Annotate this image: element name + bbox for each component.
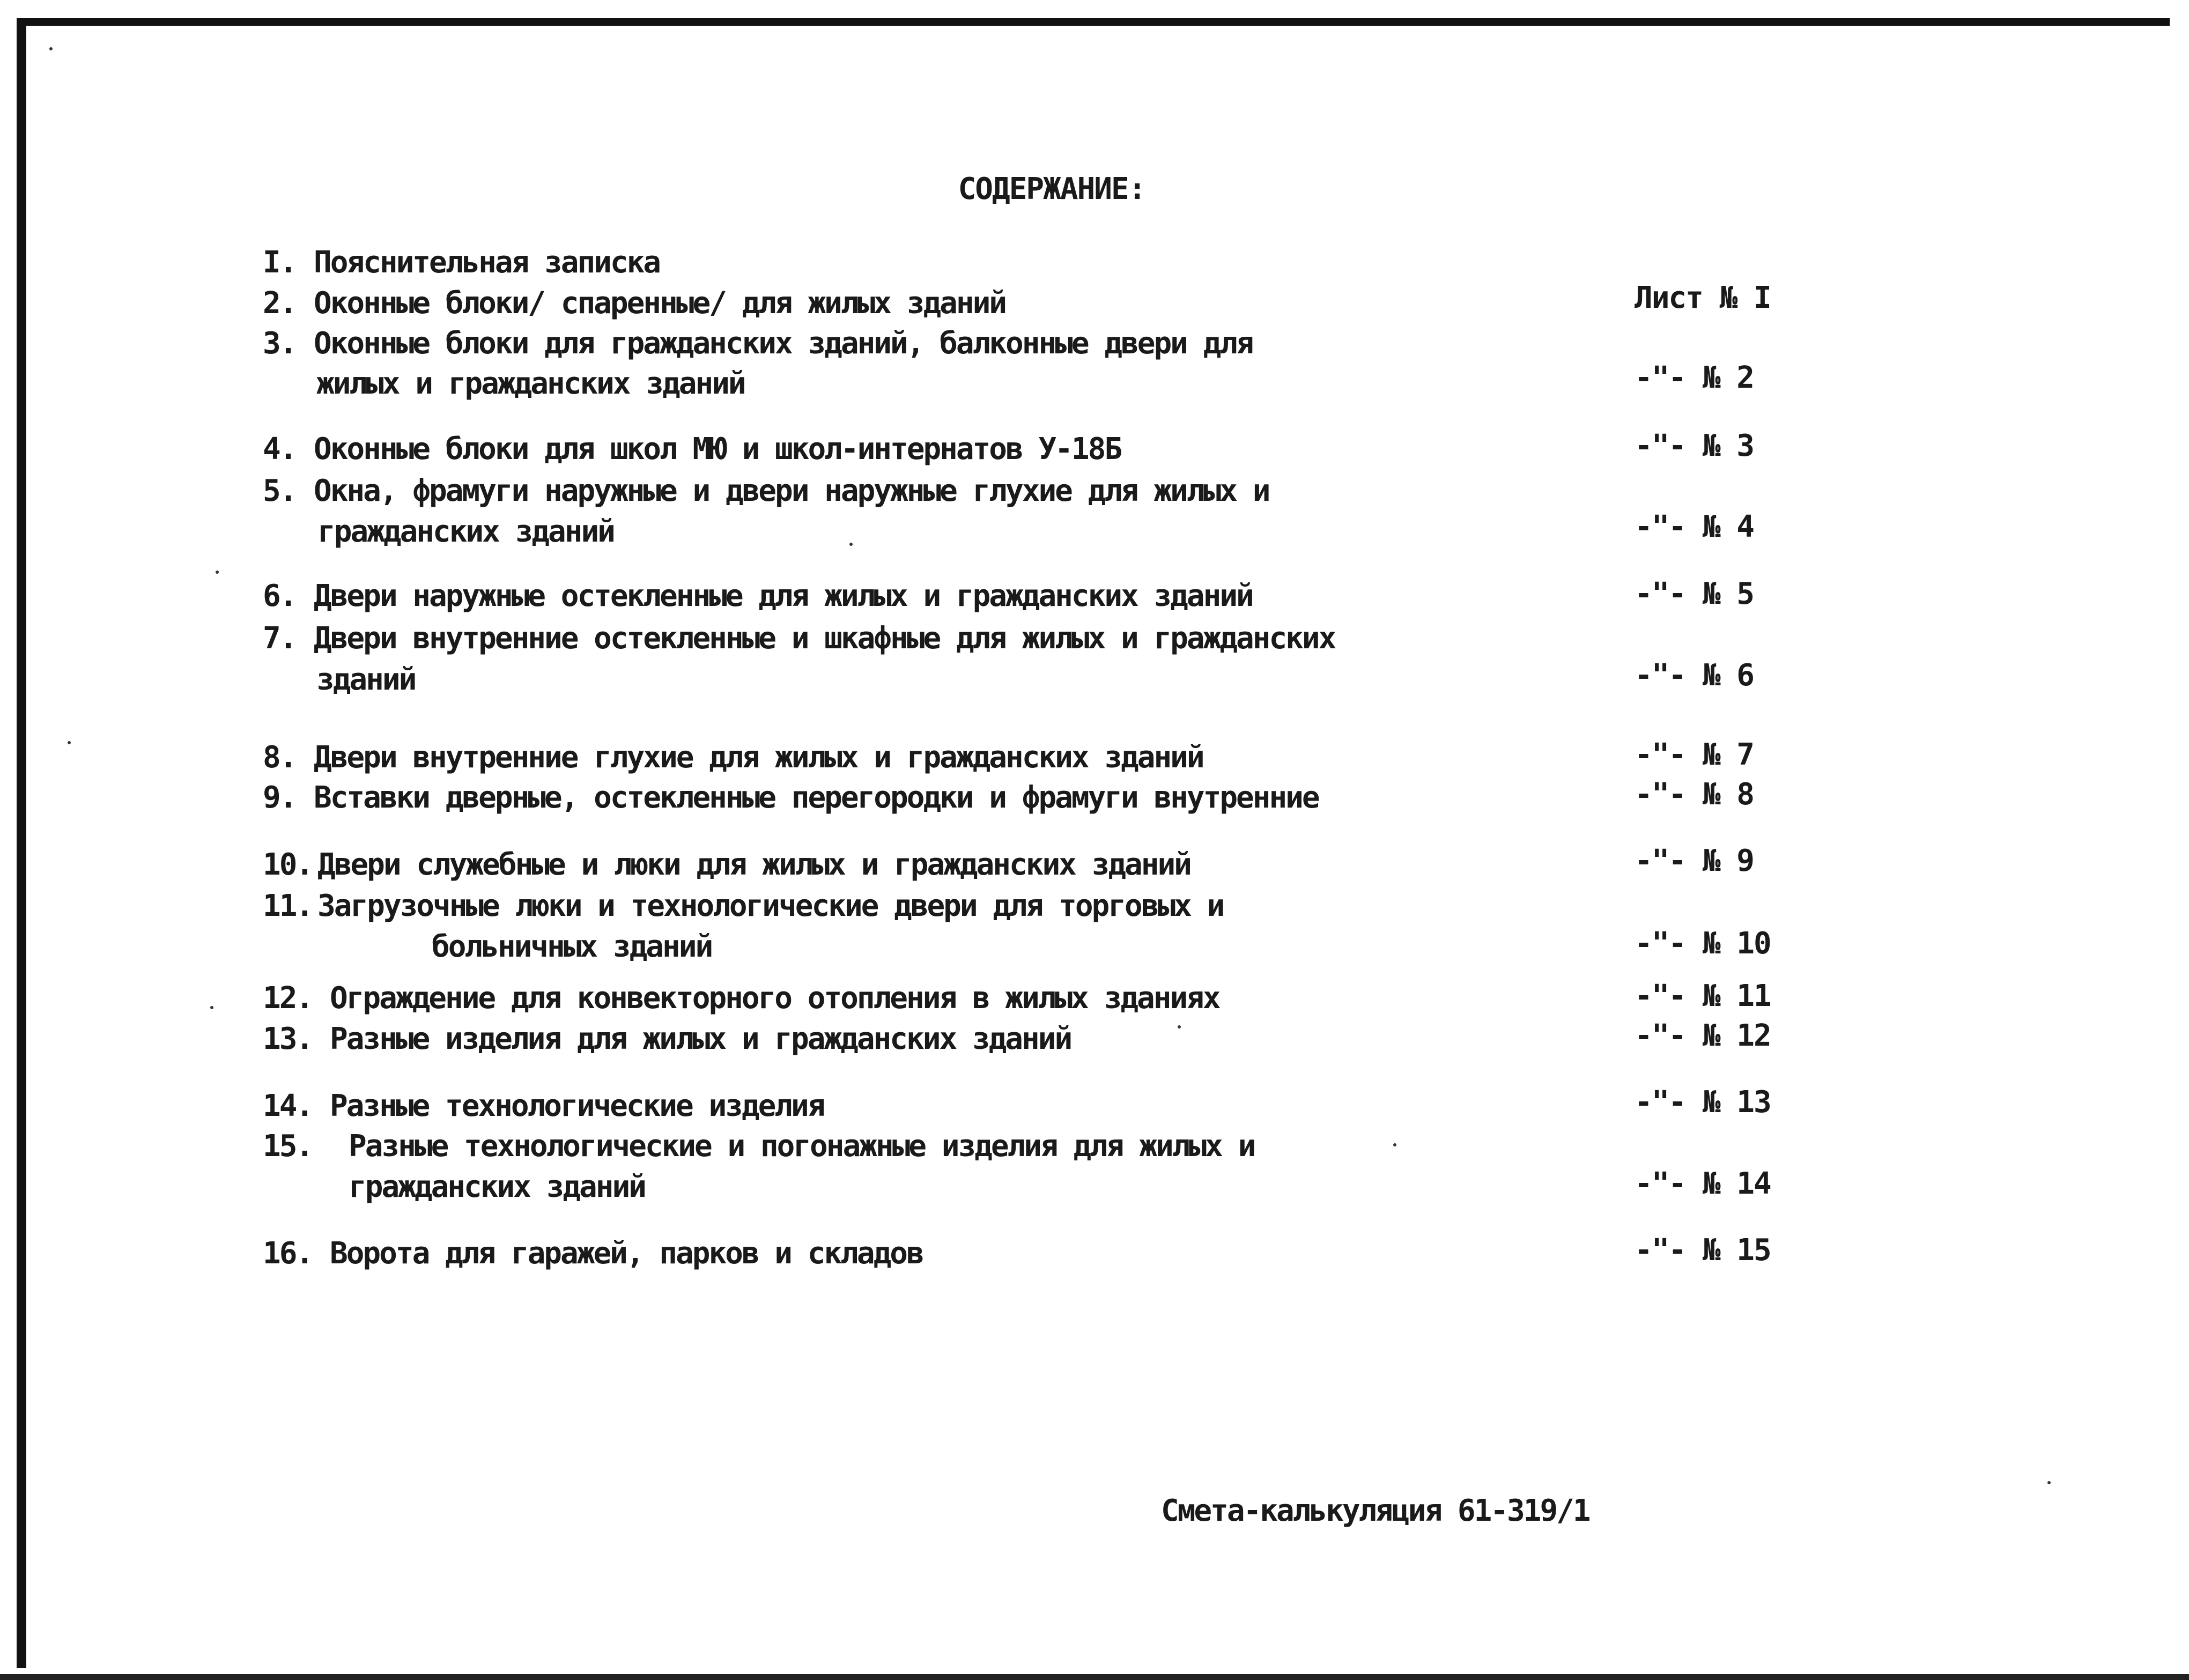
item-sheet-ref: -"- № 11 [1635, 979, 1771, 1013]
item-text: Ворота для гаражей, парков и складов [330, 1236, 923, 1271]
scan-speck [849, 543, 853, 546]
item-text: жилых и гражданских зданий [316, 366, 745, 401]
scan-speck [210, 1006, 213, 1009]
item-text: гражданских зданий [317, 514, 614, 549]
item-text: гражданских зданий [349, 1170, 645, 1204]
item-sheet-ref: -"- № 8 [1635, 777, 1754, 812]
item-sheet-ref: -"- № 13 [1635, 1085, 1771, 1120]
item-sheet-ref: -"- № 4 [1635, 509, 1754, 544]
scan-bottom-edge [0, 1674, 2189, 1680]
item-text: Ограждение для конвекторного отопления в жилых зданиях [330, 981, 1219, 1016]
item-text: Окна, фрамуги наружные и двери наружные глухие для жилых и [314, 473, 1269, 508]
item-sheet-ref: -"- № 2 [1635, 360, 1754, 395]
item-text: Разные технологические изделия [330, 1089, 824, 1123]
item-number: 15. [263, 1129, 313, 1164]
item-sheet-ref: -"- № 6 [1635, 658, 1754, 693]
item-text: Разные изделия для жилых и гражданских зданий [330, 1022, 1071, 1056]
item-sheet-ref: -"- № 15 [1635, 1233, 1771, 1268]
item-text: Оконные блоки для гражданских зданий, балконные двери для [314, 326, 1253, 361]
document-code: Смета-калькуляция 61-319/1 [1161, 1493, 1589, 1528]
item-text: Разные технологические и погонажные изделия для жилых и [349, 1129, 1255, 1164]
item-number: 2. [263, 286, 296, 321]
item-text: Вставки дверные, остекленные перегородки и фрамуги внутренние [314, 780, 1319, 815]
item-text: зданий [316, 662, 416, 697]
item-number: 12. [263, 981, 313, 1016]
scan-speck [2047, 1481, 2051, 1484]
item-sheet-ref: -"- № 5 [1635, 576, 1754, 611]
item-number: 4. [263, 432, 296, 467]
item-sheet-ref: -"- № 3 [1635, 428, 1754, 463]
scan-speck [1393, 1143, 1396, 1146]
item-text: Двери внутренние остекленные и шкафные для жилых и гражданских [314, 621, 1335, 656]
item-sheet-ref: -"- № 7 [1635, 737, 1754, 772]
item-number: 16. [263, 1236, 313, 1271]
item-number: 11. [263, 889, 313, 923]
item-number: 10. [263, 847, 313, 882]
item-number: 3. [263, 326, 296, 361]
item-text: Двери служебные и люки для жилых и гражданских зданий [317, 847, 1190, 882]
item-number: 8. [263, 740, 296, 775]
item-text: Двери внутренние глухие для жилых и гражданских зданий [314, 740, 1203, 775]
item-sheet-ref: Лист № I [1635, 280, 1771, 315]
item-text: Загрузочные люки и технологические двери для торговых и [317, 889, 1224, 923]
item-number: I. [263, 245, 296, 280]
item-sheet-ref: -"- № 14 [1635, 1166, 1771, 1201]
item-text: Двери наружные остекленные для жилых и гражданских зданий [314, 579, 1253, 613]
item-text: Оконные блоки для школ МЮ и школ-интернатов У-18Б [314, 432, 1121, 467]
item-sheet-ref: -"- № 9 [1635, 843, 1754, 878]
item-sheet-ref: -"- № 12 [1635, 1018, 1771, 1053]
page-title: СОДЕРЖАНИЕ: [958, 172, 1145, 206]
item-sheet-ref: -"- № 10 [1635, 926, 1771, 961]
item-number: 13. [263, 1022, 313, 1056]
item-text: больничных зданий [432, 929, 712, 964]
item-number: 5. [263, 473, 296, 508]
item-number: 6. [263, 579, 296, 613]
item-number: 14. [263, 1089, 313, 1123]
item-text: Пояснительная записка [314, 245, 660, 280]
scan-speck [49, 47, 53, 50]
scan-speck [1178, 1025, 1181, 1028]
scan-speck [216, 571, 219, 574]
item-number: 7. [263, 621, 296, 656]
item-number: 9. [263, 780, 296, 815]
scan-speck [68, 741, 71, 744]
item-text: Оконные блоки/ спаренные/ для жилых зданий [314, 286, 1006, 321]
